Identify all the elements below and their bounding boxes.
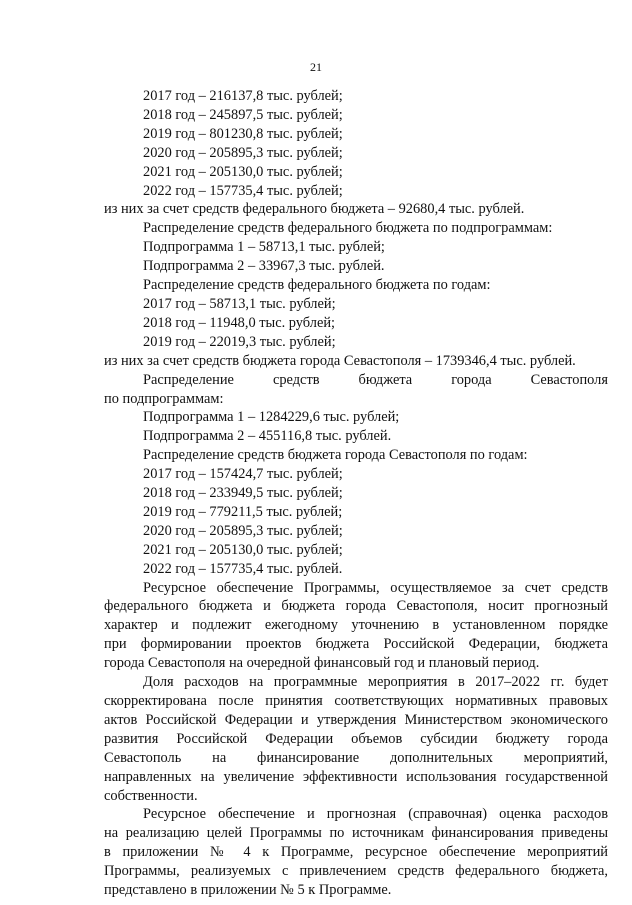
text-line: Распределение средств федерального бюджета по подпрограммам: xyxy=(143,220,553,237)
text-word: города xyxy=(451,371,492,388)
text-word: бюджета xyxy=(358,371,413,388)
text-line: Подпрограмма 1 – 1284229,6 тыс. рублей; xyxy=(143,409,400,426)
text-line: 2018 год – 11948,0 тыс. рублей; xyxy=(143,314,336,331)
text-line: развития Российской Федерации объемов субсидии бюджету города xyxy=(104,730,608,747)
text-line: из них за счет средств федерального бюджета – 92680,4 тыс. рублей. xyxy=(104,201,525,218)
text-line: Подпрограмма 2 – 33967,3 тыс. рублей. xyxy=(143,258,385,275)
text-line: на реализацию целей Программы по источникам финансирования приведены xyxy=(104,825,608,842)
text-line: в приложении № 4 к Программе, ресурсное обеспечение мероприятий xyxy=(104,844,608,861)
text-word: Севастополя xyxy=(530,371,608,388)
text-line: 2017 год – 157424,7 тыс. рублей; xyxy=(143,466,343,483)
text-line: Распределение средств бюджета города Севастополя по годам: xyxy=(143,447,528,464)
text-line: 2022 год – 157735,4 тыс. рублей; xyxy=(143,182,343,199)
text-line: скорректирована после принятия соответствующих нормативных правовых xyxy=(104,693,608,709)
text-line: 2018 год – 245897,5 тыс. рублей; xyxy=(143,106,343,123)
text-line: при формировании проектов бюджета Российской Федерации, бюджета xyxy=(104,636,608,653)
text-line: федерального бюджета и бюджета города Севастополя, носит прогнозный xyxy=(104,598,608,615)
text-line: из них за счет средств бюджета города Севастополя – 1739346,4 тыс. рублей. xyxy=(104,352,576,369)
text-line: Севастополь на финансирование дополнительных мероприятий, xyxy=(104,749,608,766)
text-word: Распределение xyxy=(143,371,234,388)
text-line: Ресурсное обеспечение и прогнозная (справочная) оценка расходов xyxy=(143,806,608,823)
text-line: представлено в приложении № 5 к Программе. xyxy=(104,882,392,899)
text-line: актов Российской Федерации и утверждения Министерством экономического xyxy=(104,711,608,728)
text-line: 2021 год – 205130,0 тыс. рублей; xyxy=(143,541,343,558)
text-line: 2017 год – 58713,1 тыс. рублей; xyxy=(143,295,336,312)
text-line: 2022 год – 157735,4 тыс. рублей. xyxy=(143,560,343,577)
text-line: 2019 год – 22019,3 тыс. рублей; xyxy=(143,333,336,350)
text-line: 2021 год – 205130,0 тыс. рублей; xyxy=(143,163,343,180)
text-line: 2019 год – 779211,5 тыс. рублей; xyxy=(143,503,343,520)
text-line: направленных на увеличение эффективности использования государственной xyxy=(104,768,608,785)
text-line: 2020 год – 205895,3 тыс. рублей; xyxy=(143,144,343,161)
text-line: Программы, реализуемых с привлечением средств федерального бюджета, xyxy=(104,863,608,880)
text-line: Доля расходов на программные мероприятия в 2017–2022 гг. будет xyxy=(143,674,608,691)
text-line: собственности. xyxy=(104,787,198,804)
page-number: 21 xyxy=(310,60,322,74)
text-line: Ресурсное обеспечение Программы, осуществляемое за счет средств xyxy=(143,579,608,596)
text-line xyxy=(104,371,608,390)
document-body xyxy=(104,87,608,900)
text-line: по подпрограммам: xyxy=(104,390,224,407)
text-line: города Севастополя на очередной финансовый год и плановый период. xyxy=(104,655,540,672)
text-line: Подпрограмма 1 – 58713,1 тыс. рублей; xyxy=(143,239,385,256)
text-line: 2020 год – 205895,3 тыс. рублей; xyxy=(143,522,343,539)
text-line: Распределение средств федерального бюджета по годам: xyxy=(143,277,491,294)
text-line: 2019 год – 801230,8 тыс. рублей; xyxy=(143,125,343,142)
text-line: Подпрограмма 2 – 455116,8 тыс. рублей. xyxy=(143,428,392,445)
text-word: средств xyxy=(272,371,320,388)
text-line: 2018 год – 233949,5 тыс. рублей; xyxy=(143,485,343,502)
text-line: характер и подлежит ежегодному уточнению в установленном порядке xyxy=(104,617,608,634)
text-line: 2017 год – 216137,8 тыс. рублей; xyxy=(143,88,343,104)
